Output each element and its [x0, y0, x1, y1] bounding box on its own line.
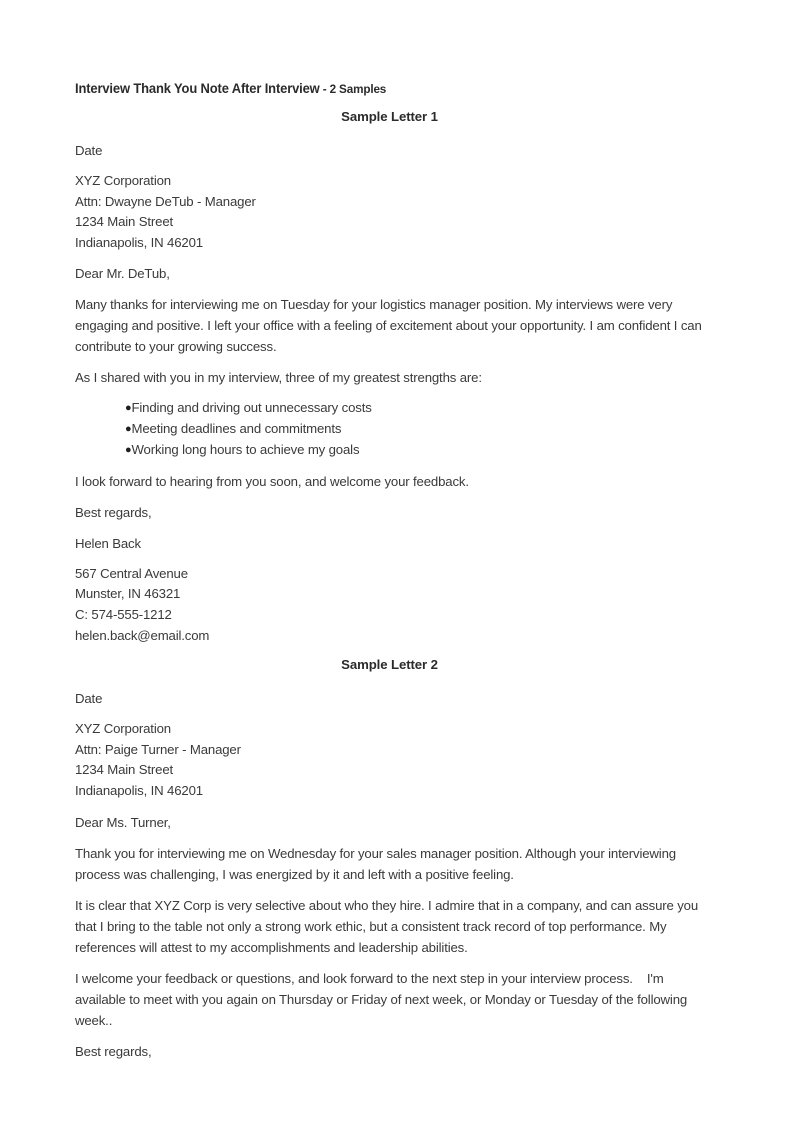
recipient-street: 1234 Main Street	[75, 762, 174, 778]
recipient-company: XYZ Corporation	[75, 721, 171, 737]
list-item-label: Finding and driving out unnecessary costs	[131, 400, 372, 416]
bullet-icon: ●	[125, 443, 132, 456]
letter-2-heading: Sample Letter 2	[341, 657, 438, 673]
recipient-city-state-zip: Indianapolis, IN 46201	[75, 234, 203, 250]
sender-email: helen.back@email.com	[75, 627, 210, 643]
recipient-company: XYZ Corporation	[75, 173, 171, 188]
sender-phone: C: 574-555-1212	[75, 606, 172, 622]
letter-1-signature-name: Helen Back	[75, 535, 141, 551]
letter-2-paragraph-2: It is clear that XYZ Corp is very selective about who they hire. I admire that in a company, and can assure you that I bring to the table not only a strong work ethic, but a consistent track record of top performance. My references will attest to my accomplishments and leadership abilities.	[75, 897, 702, 955]
recipient-city-state-zip: Indianapolis, IN 46201	[75, 782, 203, 798]
page-title-main: Interview Thank You Note After Interview	[75, 81, 320, 96]
recipient-street: 1234 Main Street	[75, 214, 174, 230]
letter-2-salutation: Dear Ms. Turner,	[75, 814, 171, 830]
letter-1-salutation: Dear Mr. DeTub,	[75, 266, 170, 282]
list-item	[125, 419, 712, 440]
letter-1-paragraph-3: I look forward to hearing from you soon, and welcome your feedback.	[75, 473, 469, 489]
page-title-suffix: - 2 Samples	[319, 82, 387, 96]
page-title	[75, 80, 687, 98]
letter-2-date-label: Date	[75, 691, 103, 707]
list-item-label: Working long hours to achieve my goals	[131, 441, 360, 457]
letter-2-recipient-address	[75, 719, 712, 801]
recipient-attn: Attn: Paige Turner - Manager	[75, 741, 241, 757]
list-item	[125, 440, 712, 461]
recipient-attn: Attn: Dwayne DeTub - Manager	[75, 193, 256, 209]
letter-1-date-label: Date	[75, 143, 103, 158]
letter-1-paragraph-1: Many thanks for interviewing me on Tuesday for your logistics manager position. My interviews were very engaging and positive. I left your office with a feeling of excitement about your opportunity. I am confident I can contribute to your growing success.	[75, 297, 706, 355]
letter-1-paragraph-2: As I shared with you in my interview, three of my greatest strengths are:	[75, 370, 482, 386]
list-item	[125, 398, 712, 419]
bullet-icon: ●	[125, 423, 132, 436]
letter-2-paragraph-1: Thank you for interviewing me on Wednesday for your sales manager position. Although your interviewing process was challenging, I was energized by it and left with a positive feeling.	[75, 845, 680, 882]
document-content	[75, 80, 712, 1062]
bullet-icon: ●	[125, 402, 132, 415]
letter-1-heading: Sample Letter 1	[341, 109, 438, 124]
letter-1-recipient-address	[75, 171, 712, 253]
sender-city-state-zip: Munster, IN 46321	[75, 586, 181, 602]
letter-1-closing: Best regards,	[75, 504, 152, 520]
letter-1-strengths-list	[75, 398, 712, 460]
letter-1-sender-address	[75, 564, 712, 646]
letter-2-paragraph-3: I welcome your feedback or questions, and look forward to the next step in your interview process. I'm available to meet with you again on Thursday or Friday of next week, or Monday or Tuesday of the following week..	[75, 970, 691, 1028]
sender-street: 567 Central Avenue	[75, 565, 188, 581]
letter-2-closing: Best regards,	[75, 1043, 152, 1059]
list-item-label: Meeting deadlines and commitments	[131, 421, 342, 437]
